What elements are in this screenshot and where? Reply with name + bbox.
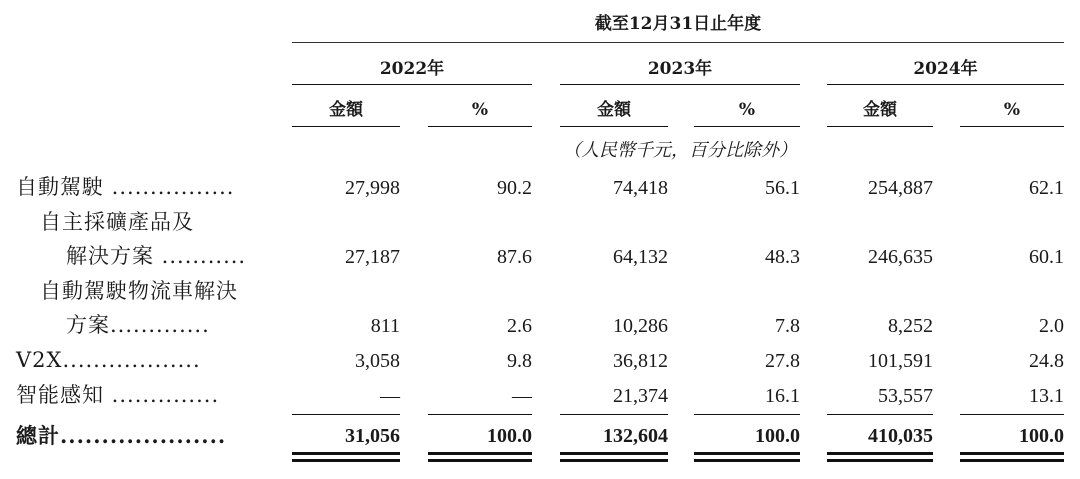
table-cell: 8,252 xyxy=(888,315,933,337)
table-cell: 27,187 xyxy=(345,246,400,268)
table-cell: 60.1 xyxy=(1029,246,1064,268)
table-cell: 87.6 xyxy=(497,246,532,268)
sub-rule xyxy=(827,126,933,127)
table-cell: 9.8 xyxy=(507,350,532,372)
total-double-rule xyxy=(827,459,933,462)
total-double-rule xyxy=(827,452,933,455)
table-cell: 27.8 xyxy=(765,350,800,372)
total-top-rule xyxy=(428,414,532,415)
total-top-rule xyxy=(694,414,800,415)
sub-header-percent: % xyxy=(738,100,756,120)
table-cell: 53,557 xyxy=(878,385,933,407)
total-cell: 31,056 xyxy=(345,425,400,447)
table-cell: — xyxy=(512,385,532,407)
sub-rule xyxy=(292,126,400,127)
year-rule-2023 xyxy=(560,84,800,85)
year-rule-2022 xyxy=(292,84,532,85)
total-double-rule xyxy=(292,459,400,462)
table-cell: 10,286 xyxy=(613,315,668,337)
row-label: 智能感知 .............. xyxy=(16,383,220,407)
total-double-rule xyxy=(960,459,1064,462)
sub-header-amount: 金額 xyxy=(329,100,363,120)
table-cell: 27,998 xyxy=(345,177,400,199)
sub-rule xyxy=(960,126,1064,127)
table-cell: 36,812 xyxy=(613,350,668,372)
table-cell: 56.1 xyxy=(765,177,800,199)
table-cell: 2.0 xyxy=(1039,315,1064,337)
table-cell: 811 xyxy=(370,315,400,337)
caption-rule xyxy=(292,42,1064,43)
total-cell: 100.0 xyxy=(755,425,800,447)
sub-header-amount: 金額 xyxy=(863,100,897,120)
total-top-rule xyxy=(960,414,1064,415)
table-cell: 64,132 xyxy=(613,246,668,268)
sub-rule xyxy=(560,126,668,127)
total-top-rule xyxy=(292,414,400,415)
total-cell: 100.0 xyxy=(487,425,532,447)
sub-rule xyxy=(428,126,532,127)
row-label: 方案............. xyxy=(66,313,210,337)
table-cell: 254,887 xyxy=(868,177,933,199)
sub-header-percent: % xyxy=(1003,100,1021,120)
total-double-rule xyxy=(694,452,800,455)
table-cell: 16.1 xyxy=(765,385,800,407)
table-cell: 74,418 xyxy=(613,177,668,199)
year-rule-2024 xyxy=(827,84,1064,85)
sub-rule xyxy=(694,126,800,127)
table-cell: 13.1 xyxy=(1029,385,1064,407)
sub-header-amount: 金額 xyxy=(597,100,631,120)
total-double-rule xyxy=(292,452,400,455)
table-cell: 90.2 xyxy=(497,177,532,199)
row-label: 解決方案 ........... xyxy=(66,244,247,268)
total-top-rule xyxy=(827,414,933,415)
row-label: 自動駕駛 ................ xyxy=(16,175,235,199)
total-top-rule xyxy=(560,414,668,415)
year-header-2024: 2024年 xyxy=(913,59,978,79)
total-double-rule xyxy=(428,459,532,462)
table-caption: 截至12月31日止年度 xyxy=(594,14,762,34)
year-header-2022: 2022年 xyxy=(379,59,445,79)
row-label: 自動駕駛物流車解決 xyxy=(40,279,238,303)
table-cell: 3,058 xyxy=(355,350,400,372)
total-cell: 410,035 xyxy=(868,425,933,447)
total-cell: 132,604 xyxy=(603,425,668,447)
total-row-label: 總計.................... xyxy=(16,423,227,448)
total-cell: 100.0 xyxy=(1019,425,1064,447)
total-double-rule xyxy=(428,452,532,455)
total-double-rule xyxy=(960,452,1064,455)
total-double-rule xyxy=(694,459,800,462)
table-cell: 7.8 xyxy=(775,315,800,337)
table-cell: — xyxy=(380,385,400,407)
sub-header-percent: % xyxy=(471,100,489,120)
row-label: 自主採礦產品及 xyxy=(40,210,194,234)
total-double-rule xyxy=(560,452,668,455)
table-cell: 101,591 xyxy=(868,350,933,372)
row-label: V2X.................. xyxy=(16,348,201,372)
total-double-rule xyxy=(560,459,668,462)
table-cell: 246,635 xyxy=(868,246,933,268)
year-header-2023: 2023年 xyxy=(647,59,713,79)
table-cell: 62.1 xyxy=(1029,177,1064,199)
table-cell: 2.6 xyxy=(507,315,532,337)
table-cell: 48.3 xyxy=(765,246,800,268)
table-cell: 21,374 xyxy=(613,385,668,407)
unit-note: （人民幣千元，百分比除外） xyxy=(563,140,797,161)
table-cell: 24.8 xyxy=(1029,350,1064,372)
